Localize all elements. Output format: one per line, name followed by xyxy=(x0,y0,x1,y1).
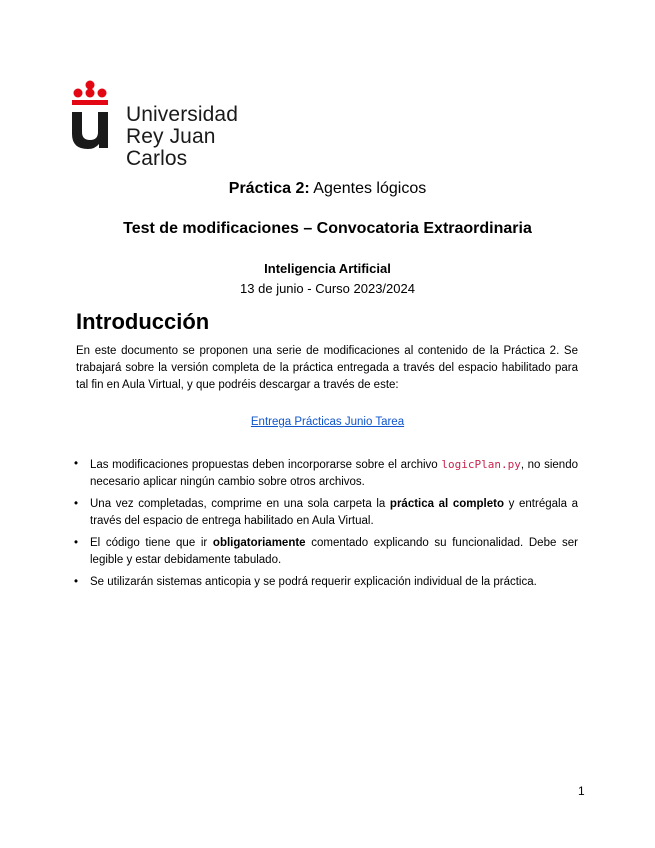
list-item-text: y entrégala a través del espacio de entrega habilitado en Aula Virtual. xyxy=(90,498,578,527)
bullet-icon: • xyxy=(74,537,79,549)
intro-paragraph: En este documento se proponen una serie de modificaciones al contenido de la Práctica 2. Se trabajará sobre la versión completa de la práctica entregada a través del espacio habilitado para tal fin en Aula Virtual, y que podréis descargar a través de este: xyxy=(76,345,578,391)
list-item xyxy=(76,456,578,491)
bullet-icon: • xyxy=(74,576,79,588)
delivery-link[interactable]: Entrega Prácticas Junio Tarea xyxy=(250,416,405,428)
list-item-text: Se utilizarán sistemas anticopia y se podrá requerir explicación individual de la práctica. xyxy=(90,576,537,588)
list-item-bold: obligatoriamente xyxy=(212,537,306,549)
bullet-icon: • xyxy=(74,458,79,470)
list-item-text: Una vez completadas, comprime en una sola carpeta la xyxy=(90,498,390,510)
university-name-line1: Universidad xyxy=(126,103,238,126)
list-item-text: Las modificaciones propuestas deben incorporarse sobre el archivo xyxy=(90,459,442,471)
section-heading: Introducción xyxy=(76,309,210,334)
list-item-text: , no siendo necesario aplicar ningún cambio sobre otros archivos. xyxy=(90,459,578,488)
document-title xyxy=(0,180,655,198)
title-rest: Agentes lógicos xyxy=(309,180,427,197)
list-item-text: comentado explicando su funcionalidad. Debe ser legible y estar debidamente tabulado. xyxy=(90,537,578,566)
course-date: 13 de junio - Curso 2023/2024 xyxy=(240,281,415,296)
instructions-list xyxy=(76,456,578,596)
bullet-icon: • xyxy=(74,498,79,510)
list-item xyxy=(76,535,578,569)
title-prefix: Práctica 2: xyxy=(228,180,310,197)
list-item-text: El código tiene que ir xyxy=(90,537,213,549)
university-name-line2: Rey Juan Carlos xyxy=(126,125,216,170)
urjc-logo-icon xyxy=(70,80,110,150)
list-item xyxy=(76,496,578,530)
subject-name: Inteligencia Artificial xyxy=(264,261,391,276)
page-number: 1 xyxy=(578,784,585,798)
list-item-bold: práctica al completo xyxy=(389,498,504,510)
university-name xyxy=(126,104,270,170)
code-filename: logicPlan.py xyxy=(441,458,521,471)
list-item xyxy=(76,574,578,591)
document-subtitle: Test de modificaciones – Convocatoria Extraordinaria xyxy=(123,220,532,237)
delivery-link-container xyxy=(0,416,655,428)
university-logo xyxy=(70,80,270,170)
